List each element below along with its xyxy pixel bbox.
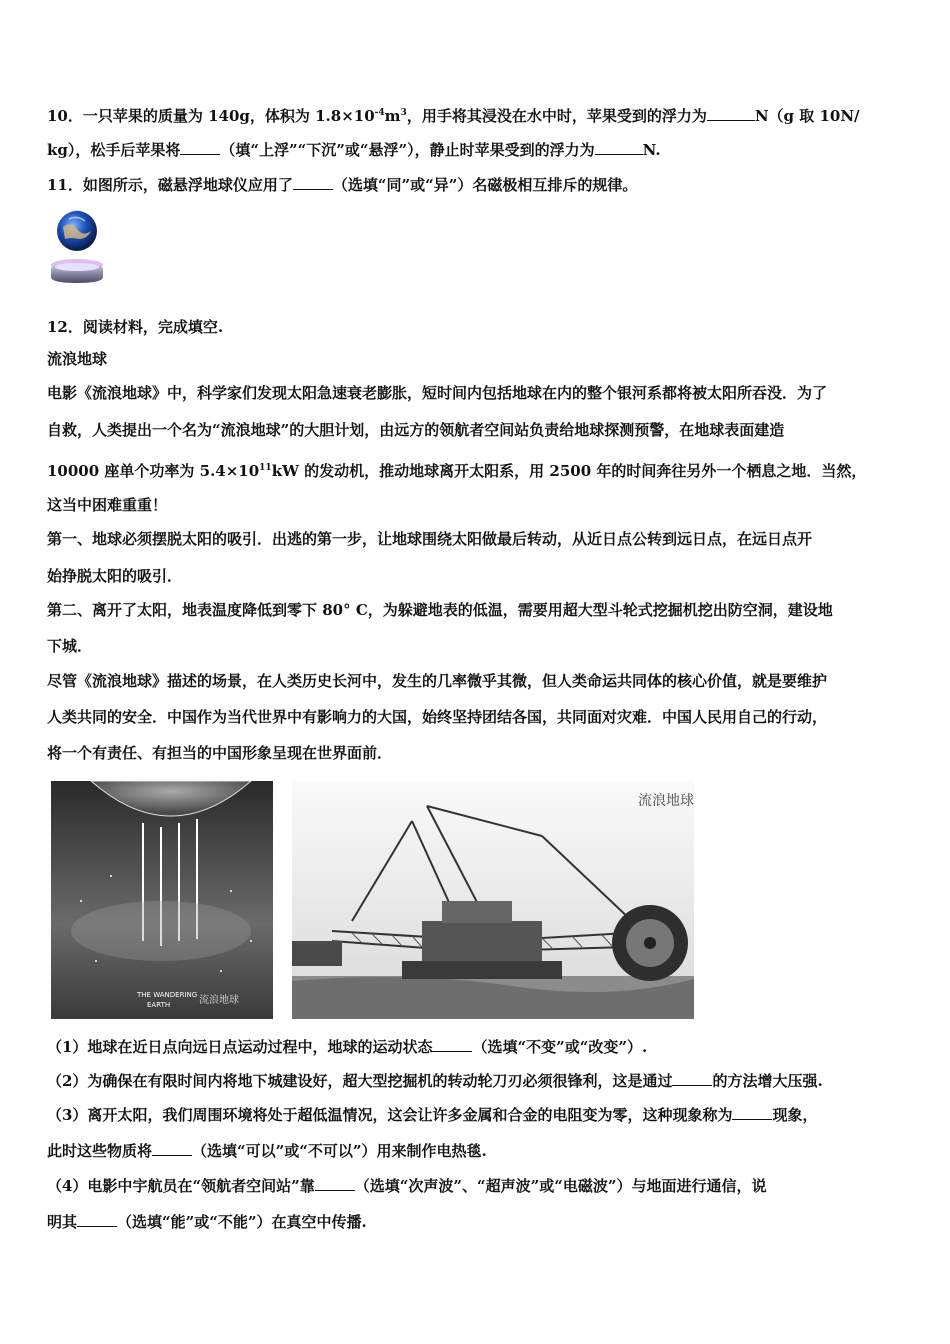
maglev-globe-image <box>47 209 107 289</box>
poster-title-cn: 流浪地球 <box>199 995 239 1006</box>
q10-line1: 10．一只苹果的质量为 140g，体积为 $1.8\times 10^{-4}m^3$，用手将其浸没在水中时，苹果受到的浮力为 N（g 取 10N/ <box>47 107 860 125</box>
answer-blank[interactable] <box>152 1141 192 1156</box>
passage-p1-l4: 这当中困难重重！ <box>47 496 168 514</box>
passage-p4-l1: 尽管《流浪地球》描述的场景，在人类历史长河中，发生的几率微乎其微，但人类命运共同体的核心价值，就是要维护 <box>47 672 828 690</box>
poster-title-en-2: EARTH <box>147 1001 171 1009</box>
passage-p1-l3: 10000 座单个功率为 $5.4\times 10^{11}kW$ 的发动机，推动地球离开太阳系，用 2500 年的时间奔往另外一个栖息之地．当然， <box>47 462 867 480</box>
passage-title: 流浪地球 <box>47 350 108 368</box>
passage-p4-l3: 将一个有责任、有担当的中国形象呈现在世界面前． <box>47 744 393 762</box>
answer-blank[interactable] <box>77 1212 117 1227</box>
passage-p2-l2: 始挣脱太阳的吸引． <box>47 567 183 585</box>
passage-p1-l1: 电影《流浪地球》中，科学家们发现太阳急速衰老膨胀，短时间内包括地球在内的整个银河系都将被太阳所吞没．为了 <box>47 384 828 402</box>
answer-blank[interactable] <box>707 106 755 121</box>
stamp-text: 流浪地球 <box>638 793 694 809</box>
q11-line: 11．如图所示，磁悬浮地球仪应用了 （选填“同”或“异”）名磁极相互排斥的规律。 <box>47 176 638 194</box>
bucket-wheel-excavator-image <box>292 781 694 1019</box>
wandering-earth-poster <box>51 781 273 1019</box>
answer-blank[interactable] <box>315 1176 355 1191</box>
passage-p3-l1: 第二、离开了太阳，地表温度降低到零下 80° C，为躲避地表的低温，需要用超大型斗轮式挖掘机挖出防空洞，建设地 <box>47 601 833 619</box>
q12-intro: 12．阅读材料，完成填空. <box>47 318 224 336</box>
answer-blank[interactable] <box>180 140 220 155</box>
q10-line2: kg），松手后苹果将 （填“上浮”“下沉”或“悬浮”），静止时苹果受到的浮力为 N. <box>47 141 661 159</box>
sub-question-3-l1: （3）离开太阳，我们周围环境将处于超低温情况，这会让许多金属和合金的电阻变为零，这种现象称为 现象， <box>47 1106 818 1124</box>
passage-p4-l2: 人类共同的安全．中国作为当代世界中有影响力的大国，始终坚持团结各国，共同面对灾难．中国人民用自己的行动， <box>47 708 828 726</box>
passage-p1-l2: 自救，人类提出一个名为“流浪地球”的大胆计划，由远方的领航者空间站负责给地球探测预警，在地球表面建造 <box>47 421 785 439</box>
sub-question-4-l2: 明其 （选填“能”或“不能”）在真空中传播. <box>47 1213 367 1231</box>
sub-question-3-l2: 此时这些物质将 （选填“可以”或“不可以”）用来制作电热毯. <box>47 1142 487 1160</box>
answer-blank[interactable] <box>293 175 333 190</box>
answer-blank[interactable] <box>672 1071 712 1086</box>
sub-question-2: （2）为确保在有限时间内将地下城建设好，超大型挖掘机的转动轮刀刃必须很锋利，这是通过 的方法增大压强. <box>47 1072 823 1090</box>
answer-blank[interactable] <box>732 1105 772 1120</box>
sub-question-1: （1）地球在近日点向远日点运动过程中，地球的运动状态 （选填“不变”或“改变”）. <box>47 1038 648 1056</box>
poster-title-en-1: THE WANDERING <box>137 991 198 999</box>
answer-blank[interactable] <box>595 140 643 155</box>
passage-p2-l1: 第一、地球必须摆脱太阳的吸引．出逃的第一步，让地球围绕太阳做最后转动，从近日点公转到远日点，在远日点开 <box>47 530 813 548</box>
sub-question-4-l1: （4）电影中宇航员在“领航者空间站”靠 （选填“次声波”、“超声波”或“电磁波”）与地面进行通信，说 <box>47 1177 767 1195</box>
answer-blank[interactable] <box>432 1037 472 1052</box>
passage-p3-l2: 下城． <box>47 637 93 655</box>
